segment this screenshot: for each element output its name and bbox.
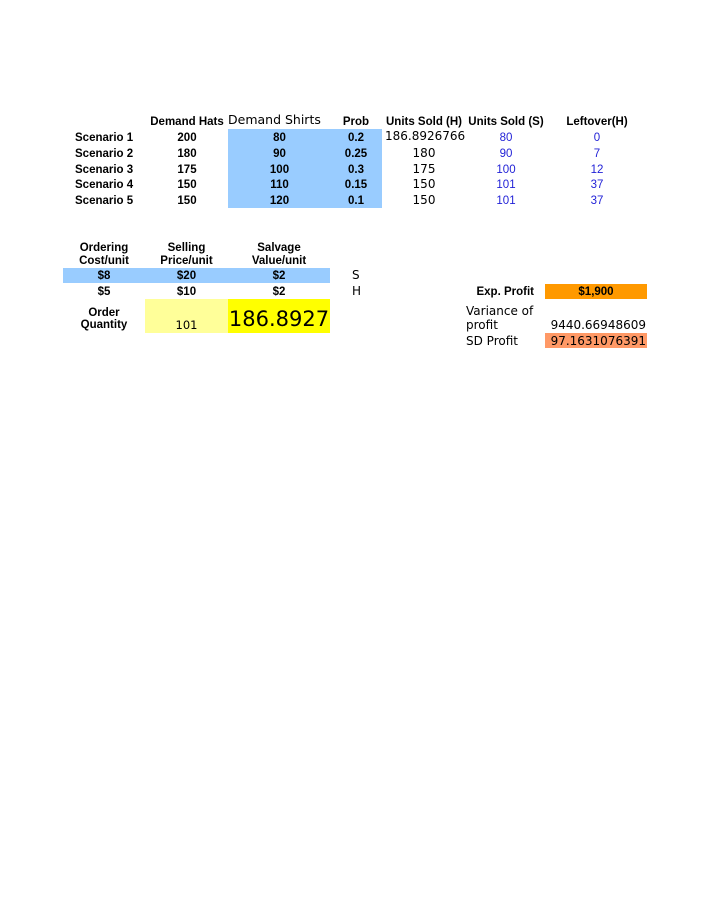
cell-sold-s: 101 xyxy=(496,195,516,207)
header-ordering-cost: Cost/unit xyxy=(79,255,129,267)
order-qty-hats: 186.8927 xyxy=(228,307,330,331)
header-ordering-cost: Ordering xyxy=(79,242,129,254)
cell-hats: 175 xyxy=(177,164,197,176)
cell-sold-h: 150 xyxy=(412,193,436,207)
variance-label: Variance of xyxy=(466,304,534,318)
cell-price: $20 xyxy=(176,270,197,282)
cell-shirts: 80 xyxy=(273,132,286,144)
cell-prob: 0.3 xyxy=(348,164,364,176)
row-label: Scenario 2 xyxy=(75,148,134,160)
header-selling-price: Selling xyxy=(167,242,206,254)
cell-sold-s: 101 xyxy=(496,179,516,191)
sd-profit-label: SD Profit xyxy=(466,334,518,348)
cell-cost: $8 xyxy=(97,270,111,282)
cell-shirts: 100 xyxy=(269,164,290,176)
order-quantity-label: Order xyxy=(88,307,120,319)
cell-leftover: 7 xyxy=(593,148,601,160)
header-salvage-value: Salvage xyxy=(257,242,301,254)
row-label: Scenario 3 xyxy=(75,164,134,176)
cell-sold-h: 175 xyxy=(412,162,436,176)
cell-leftover: 37 xyxy=(590,195,604,207)
header-prob: Prob xyxy=(342,116,370,128)
header-demand-shirts: Demand Shirts xyxy=(228,112,321,127)
cell-cost: $5 xyxy=(97,286,111,298)
exp-profit-value: $1,900 xyxy=(578,286,614,298)
cell-salvage: $2 xyxy=(272,286,286,298)
cell-sold-h: 150 xyxy=(412,177,436,191)
order-qty-shirts: 101 xyxy=(175,318,198,332)
cell-shirts: 120 xyxy=(269,195,290,207)
cell-sold-s: 80 xyxy=(499,132,513,144)
cell-price: $10 xyxy=(176,286,197,298)
cell-salvage: $2 xyxy=(272,270,286,282)
cell-sold-s: 90 xyxy=(499,148,513,160)
cell-prob: 0.25 xyxy=(344,148,368,160)
header-salvage-value: Value/unit xyxy=(251,255,307,267)
cell-product-tag: H xyxy=(352,284,362,298)
cell-prob: 0.1 xyxy=(348,195,364,207)
cell-prob: 0.15 xyxy=(344,179,368,191)
row-label: Scenario 4 xyxy=(75,179,134,191)
cell-shirts: 110 xyxy=(270,179,289,191)
cell-sold-h: 186.8926766 xyxy=(385,129,466,143)
cell-leftover: 12 xyxy=(590,164,604,176)
header-units-sold-h: Units Sold (H) xyxy=(385,116,463,128)
cell-hats: 180 xyxy=(177,148,197,160)
cell-hats: 150 xyxy=(177,195,197,207)
cell-sold-s: 100 xyxy=(496,164,516,176)
header-units-sold-s: Units Sold (S) xyxy=(468,116,544,128)
cell-leftover: 37 xyxy=(590,179,604,191)
cell-hats: 150 xyxy=(177,179,197,191)
header-selling-price: Price/unit xyxy=(160,255,213,267)
cell-sold-h: 180 xyxy=(412,146,436,160)
variance-value: 9440.66948609 xyxy=(550,318,646,332)
cell-prob: 0.2 xyxy=(348,132,364,144)
header-demand-hats: Demand Hats xyxy=(150,116,224,128)
exp-profit-label: Exp. Profit xyxy=(476,286,534,298)
row-label: Scenario 1 xyxy=(75,132,134,144)
row-label: Scenario 5 xyxy=(75,195,134,207)
variance-label: profit xyxy=(466,318,498,332)
cell-hats: 200 xyxy=(177,132,197,144)
cell-shirts: 90 xyxy=(273,148,286,160)
cell-leftover: 0 xyxy=(593,132,601,144)
cell-product-tag: S xyxy=(352,268,360,282)
order-quantity-label: Quantity xyxy=(80,319,128,331)
header-leftover-h: Leftover(H) xyxy=(566,116,628,128)
sd-profit-value: 97.1631076391 xyxy=(550,334,646,348)
